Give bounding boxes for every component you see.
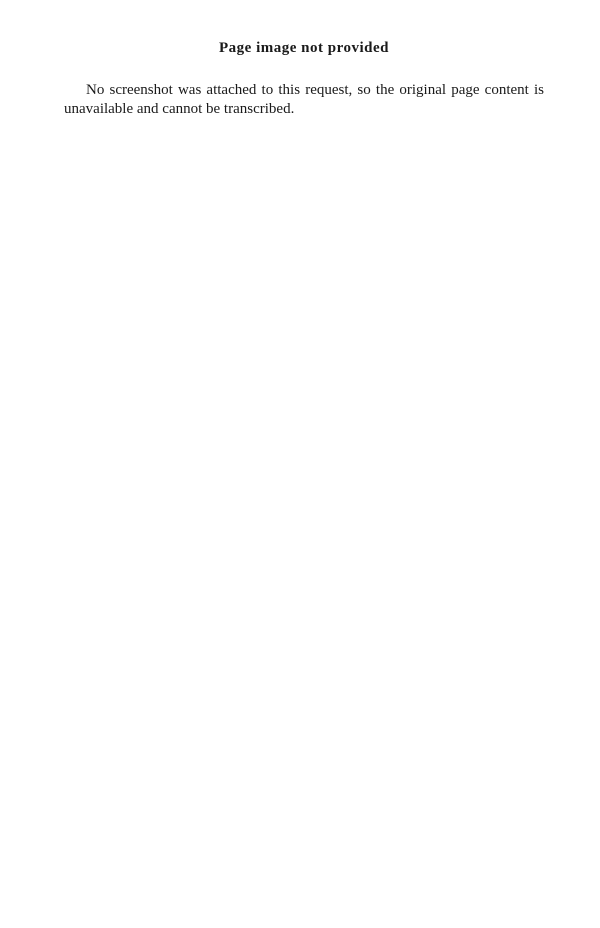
page-heading: Page image not provided bbox=[219, 40, 389, 56]
paragraph: No screenshot was attached to this request, so the original page content is unavailable and cannot be transcribed. bbox=[64, 82, 544, 117]
body-text bbox=[64, 81, 544, 888]
